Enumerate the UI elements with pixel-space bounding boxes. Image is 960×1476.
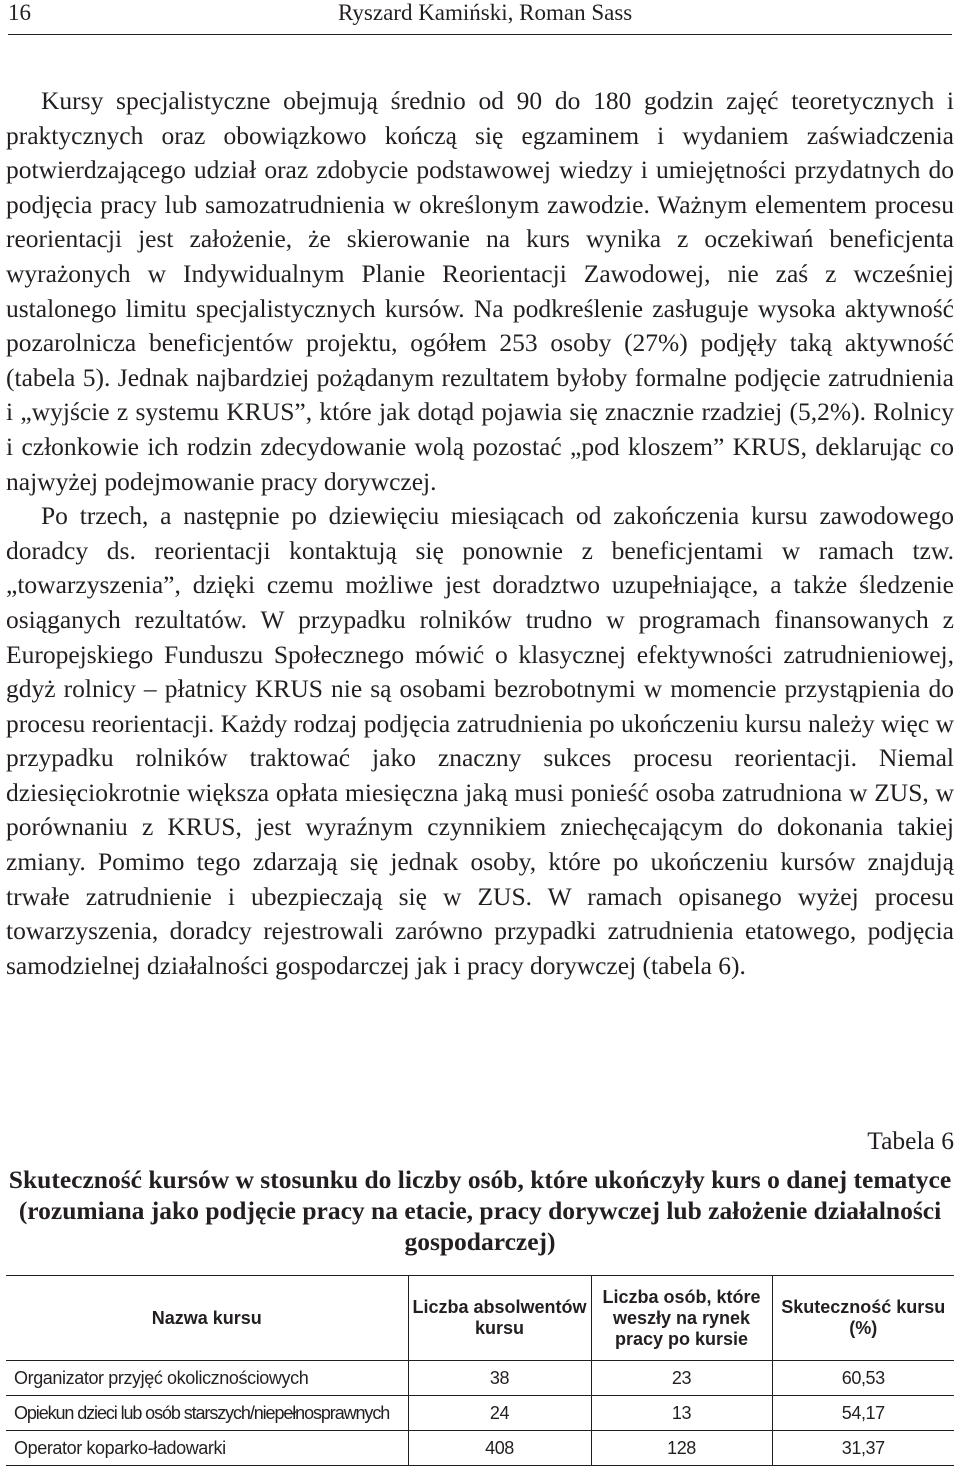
results-table bbox=[6, 1275, 954, 1466]
effectiveness-cell: 54,17 bbox=[772, 1396, 954, 1431]
table-title: Skuteczność kursów w stosunku do liczby osób, które ukończyły kurs o danej tematyce (rozumiana jako podjęcie pracy na etacie, pracy dorywczej lub założenie działalności gospodarczej) bbox=[8, 1165, 952, 1256]
page-header bbox=[8, 0, 952, 35]
course-name-cell: Opiekun dzieci lub osób starszych/niepełnosprawnych bbox=[6, 1396, 408, 1431]
effectiveness-cell: 60,53 bbox=[772, 1361, 954, 1396]
column-header: Liczba absolwentów kursu bbox=[408, 1276, 591, 1361]
body-text bbox=[6, 84, 954, 983]
column-header: Liczba osób, które weszły na rynek pracy po kursie bbox=[591, 1276, 772, 1361]
graduates-cell: 24 bbox=[408, 1396, 591, 1431]
effectiveness-cell: 31,37 bbox=[772, 1431, 954, 1466]
employed-cell: 128 bbox=[591, 1431, 772, 1466]
employed-cell: 23 bbox=[591, 1361, 772, 1396]
running-title: Ryszard Kamiński, Roman Sass bbox=[338, 0, 633, 25]
course-name-cell: Organizator przyjęć okolicznościowych bbox=[6, 1361, 408, 1396]
graduates-cell: 38 bbox=[408, 1361, 591, 1396]
graduates-cell: 408 bbox=[408, 1431, 591, 1466]
page-number: 16 bbox=[8, 0, 31, 25]
paragraph-1: Kursy specjalistyczne obejmują średnio od 90 do 180 godzin zajęć teoretycznych i praktycznych oraz obowiązkowo kończą się egzaminem i wydaniem zaświadczenia potwierdzającego udział oraz zdobycie podstawowej wiedzy i umiejętności przydatnych do podjęcia pracy lub samozatrudnienia w określonym zawodzie. Ważnym elementem procesu reorientacji jest założenie, że skierowanie na kurs wynika z oczekiwań beneficjenta wyrażonych w Indywidualnym Planie Reorientacji Zawodowej, nie zaś z wcześniej ustalonego limitu specjalistycznych kursów. Na podkreślenie zasługuje wysoka aktywność pozarolnicza beneficjentów projektu, ogółem 253 osoby (27%) podjęły taką aktywność (tabela 5). Jednak najbardziej pożądanym rezultatem byłoby formalne podjęcie zatrudnienia i „wyjście z systemu KRUS”, które jak dotąd pojawia się znacznie rzadziej (5,2%). Rolnicy i członkowie ich rodzin zdecydowanie wolą pozostać „pod kloszem” KRUS, deklarując co najwyżej podejmowanie pracy dorywczej. bbox=[6, 86, 954, 496]
table-header-row bbox=[6, 1276, 954, 1361]
column-header: Nazwa kursu bbox=[6, 1276, 408, 1361]
course-name-cell: Operator koparko-ładowarki bbox=[6, 1431, 408, 1466]
table-row bbox=[6, 1361, 954, 1396]
column-header: Skuteczność kursu (%) bbox=[772, 1276, 954, 1361]
table-row bbox=[6, 1431, 954, 1466]
employed-cell: 13 bbox=[591, 1396, 772, 1431]
table-label: Tabela 6 bbox=[867, 1126, 954, 1155]
paragraph-2: Po trzech, a następnie po dziewięciu miesiącach od zakończenia kursu zawodowego doradcy ds. reorientacji kontaktują się ponownie z beneficjentami w ramach tzw. „towarzyszenia”, dzięki czemu możliwe jest doradztwo uzupełniające, a także śledzenie osiąganych rezultatów. W przypadku rolników trudno w programach finansowanych z Europejskiego Funduszu Społecznego mówić o klasycznej efektywności zatrudnieniowej, gdyż rolnicy – płatnicy KRUS nie są osobami bezrobotnymi w momencie przystąpienia do procesu reorientacji. Każdy rodzaj podjęcia zatrudnienia po ukończeniu kursu należy więc w przypadku rolników traktować jako znaczny sukces procesu reorientacji. Niemal dziesięciokrotnie większa opłata miesięczna jaką musi ponieść osoba zatrudniona w ZUS, w porównaniu z KRUS, jest wyraźnym czynnikiem zniechęcającym do dokonania takiej zmiany. Pomimo tego zdarzają się jednak osoby, które po ukończeniu kursów znajdują trwałe zatrudnienie i ubezpieczają się w ZUS. W ramach opisanego wyżej procesu towarzyszenia, doradcy rejestrowali zarówno przypadki zatrudnienia etatowego, podjęcia samodzielnej działalności gospodarczej jak i pracy dorywczej (tabela 6). bbox=[6, 501, 954, 980]
table-row bbox=[6, 1396, 954, 1431]
